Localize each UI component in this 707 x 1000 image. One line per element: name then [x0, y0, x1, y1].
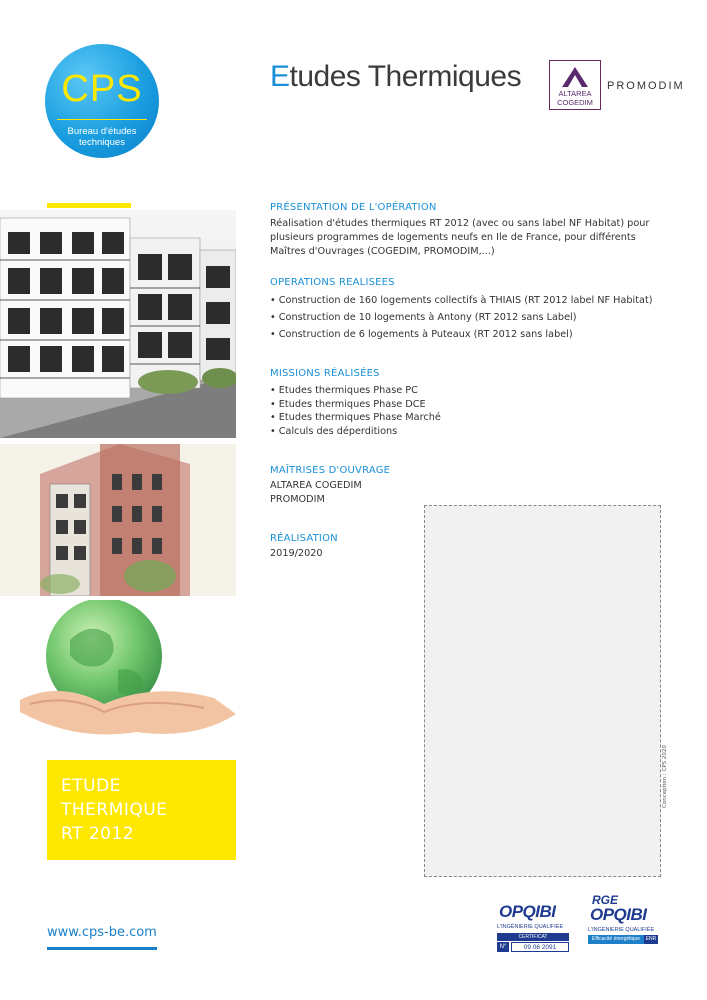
list-item: • Etudes thermiques Phase PC: [270, 385, 418, 396]
rge-label: RGE: [592, 893, 619, 907]
enr-badge: ENR: [645, 936, 657, 942]
promodim-logo: PROMODIM: [607, 80, 685, 92]
logo-divider: [57, 119, 147, 120]
operations-title: OPERATIONS REALISEES: [270, 277, 395, 288]
list-item: • Construction de 10 logements à Antony (RT 2012 sans Label): [270, 312, 577, 323]
logo-name: CPS: [61, 68, 143, 110]
image-placeholder: [424, 505, 661, 877]
opqibi-certificate-logo: [497, 902, 575, 954]
banner-line1: ETUDE: [61, 776, 121, 796]
banner-line3: RT 2012: [61, 824, 135, 844]
altarea-line1: ALTAREA: [558, 89, 592, 98]
maitrises-list: [270, 479, 362, 506]
missions-list: [270, 384, 441, 438]
logo-subtitle: [53, 126, 151, 148]
globe-in-hands-image: [0, 600, 236, 760]
realisation-title: RÉALISATION: [270, 533, 338, 544]
title-rest: tudes Thermiques: [289, 60, 522, 93]
cps-logo: [45, 44, 159, 158]
page-title: [270, 60, 521, 94]
accent-bar: [47, 203, 131, 208]
opqibi-tagline-2: L'INGÉNIERIE QUALIFIÉE: [588, 927, 655, 933]
altarea-cogedim-logo: [549, 60, 601, 110]
logo-subtitle-line2: techniques: [79, 137, 125, 148]
list-item: • Calculs des déperditions: [270, 425, 398, 437]
altarea-triangle-inner: [568, 75, 582, 87]
list-item: • Construction de 160 logements collectifs à THIAIS (RT 2012 label NF Habitat): [270, 295, 653, 306]
building-render-image: [0, 210, 236, 438]
website-underline: [47, 947, 157, 950]
logo-subtitle-line1: Bureau d'études: [67, 126, 137, 137]
facade-sketch-image: [0, 444, 236, 596]
missions-title: MISSIONS RÉALISÉES: [270, 368, 380, 379]
facade-sketch-drawing: [0, 444, 236, 596]
list-item: • Etudes thermiques Phase DCE: [270, 398, 426, 410]
title-first-letter: E: [270, 60, 290, 93]
opqibi-wordmark: OPQIBI: [499, 902, 556, 921]
building-render-drawing: [0, 210, 236, 438]
list-item: • Etudes thermiques Phase Marché: [270, 412, 441, 423]
list-item: PROMODIM: [270, 493, 325, 505]
rge-opqibi-logo: [588, 893, 660, 955]
presentation-title: PRÉSENTATION DE L'OPÉRATION: [270, 202, 437, 213]
conception-credit: Conception : CPS 2020: [662, 745, 668, 808]
realisation-text: 2019/2020: [270, 548, 323, 559]
certificate-label: CERTIFICAT: [497, 933, 569, 941]
etude-banner-text: [61, 774, 167, 846]
certificate-number-prefix: N°: [497, 942, 509, 952]
banner-line2: THERMIQUE: [61, 800, 168, 820]
website-link[interactable]: www.cps-be.com: [47, 925, 157, 940]
certificate-number: 09 06 2091: [511, 942, 569, 952]
list-item: • Construction de 6 logements à Puteaux (RT 2012 sans label): [270, 329, 573, 340]
efficacite-band: Efficacité énergétique: [588, 935, 644, 944]
maitrises-title: MAÎTRISES D'OUVRAGE: [270, 465, 391, 476]
altarea-text: [550, 89, 600, 107]
presentation-text: Réalisation d'études thermiques RT 2012 (avec ou sans label NF Habitat) pour plusieurs programmes de logements neufs en Ile de France, pour différents Maîtres d'Ouvrages (COGEDIM, PROMODIM,...): [270, 218, 650, 257]
altarea-line2: COGEDIM: [557, 98, 593, 107]
operations-list: [270, 292, 690, 343]
opqibi-tagline: L'INGÉNIERIE QUALIFIÉE: [497, 924, 564, 930]
etude-banner: [47, 760, 236, 860]
list-item: ALTAREA COGEDIM: [270, 480, 362, 491]
globe-in-hands-drawing: [0, 600, 236, 760]
opqibi-wordmark-2: OPQIBI: [590, 905, 647, 924]
